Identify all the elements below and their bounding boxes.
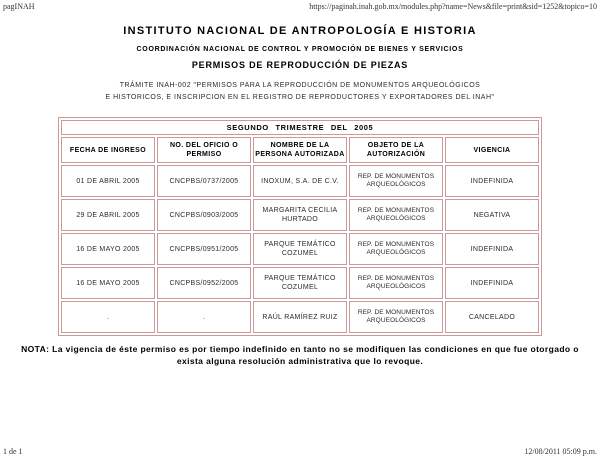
cell-fecha: 01 DE ABRIL 2005 xyxy=(61,165,155,197)
cell-objeto: REP. DE MONUMENTOS ARQUEOLÓGICOS xyxy=(349,199,443,231)
cell-vigencia: INDEFINIDA xyxy=(445,267,539,299)
cell-objeto: REP. DE MONUMENTOS ARQUEOLÓGICOS xyxy=(349,233,443,265)
cell-fecha: 16 DE MAYO 2005 xyxy=(61,233,155,265)
table-row xyxy=(61,199,539,231)
cell-fecha: 29 DE ABRIL 2005 xyxy=(61,199,155,231)
column-header-vigencia: VIGENCIA xyxy=(445,137,539,163)
cell-vigencia: INDEFINIDA xyxy=(445,233,539,265)
cell-oficio: CNCPBS/0903/2005 xyxy=(157,199,251,231)
column-header-row xyxy=(61,137,539,163)
tramite-line-1: TRÁMITE INAH-002 "PERMISOS PARA LA REPRODUCCIÓN DE MONUMENTOS ARQUEOLÓGICOS xyxy=(119,82,481,89)
table-row xyxy=(61,233,539,265)
cell-vigencia: CANCELADO xyxy=(445,301,539,333)
cell-fecha: . xyxy=(61,301,155,333)
print-header-url: https://paginah.inah.gob.mx/modules.php?name=News&file=print&sid=1252&topico=10 xyxy=(309,2,597,11)
cell-nombre: PARQUE TEMÁTICO COZUMEL xyxy=(253,267,347,299)
print-header-site-label: pagINAH xyxy=(3,2,35,11)
page-title: INSTITUTO NACIONAL DE ANTROPOLOGÍA E HISTORIA xyxy=(123,25,477,37)
print-footer-datetime: 12/08/2011 05:09 p.m. xyxy=(524,447,597,456)
cell-objeto: REP. DE MONUMENTOS ARQUEOLÓGICOS xyxy=(349,301,443,333)
subtitle-coordinacion: COORDINACIÓN NACIONAL DE CONTROL Y PROMOCIÓN DE BIENES Y SERVICIOS xyxy=(136,46,464,53)
cell-nombre: PARQUE TEMÁTICO COZUMEL xyxy=(253,233,347,265)
column-header-nombre: NOMBRE DE LA PERSONA AUTORIZADA xyxy=(253,137,347,163)
cell-objeto: REP. DE MONUMENTOS ARQUEOLÓGICOS xyxy=(349,165,443,197)
cell-vigencia: INDEFINIDA xyxy=(445,165,539,197)
period-header-row xyxy=(61,120,539,135)
print-footer-page-indicator: 1 de 1 xyxy=(3,447,23,456)
tramite-description xyxy=(0,80,600,104)
cell-oficio: CNCPBS/0951/2005 xyxy=(157,233,251,265)
cell-oficio: . xyxy=(157,301,251,333)
subtitle-permisos: PERMISOS DE REPRODUCCIÓN DE PIEZAS xyxy=(191,60,409,70)
cell-oficio: CNCPBS/0952/2005 xyxy=(157,267,251,299)
cell-vigencia: NEGATIVA xyxy=(445,199,539,231)
column-header-fecha: FECHA DE INGRESO xyxy=(61,137,155,163)
cell-nombre: MARGARITA CECILIA HURTADO xyxy=(253,199,347,231)
period-header: SEGUNDO TRIMESTRE DEL 2005 xyxy=(61,120,539,135)
column-header-objeto: OBJETO DE LA AUTORIZACIÓN xyxy=(349,137,443,163)
column-header-oficio: NO. DEL OFICIO O PERMISO xyxy=(157,137,251,163)
cell-objeto: REP. DE MONUMENTOS ARQUEOLÓGICOS xyxy=(349,267,443,299)
table-row xyxy=(61,301,539,333)
table-row xyxy=(61,267,539,299)
table-row xyxy=(61,165,539,197)
permits-table xyxy=(58,117,542,336)
cell-nombre: RAÚL RAMÍREZ RUIZ xyxy=(253,301,347,333)
cell-nombre: INOXUM, S.A. DE C.V. xyxy=(253,165,347,197)
cell-oficio: CNCPBS/0737/2005 xyxy=(157,165,251,197)
cell-fecha: 16 DE MAYO 2005 xyxy=(61,267,155,299)
validity-note: NOTA: La vigencia de éste permiso es por tiempo indefinido en tanto no se modifiquen las condiciones en que fue otorgado o exista alguna resolución administrativa que lo revoque. xyxy=(21,344,579,366)
tramite-line-2: E HISTORICOS, E INSCRIPCION EN EL REGISTRO DE REPRODUCTORES Y EXPORTADORES DEL INAH" xyxy=(105,94,495,101)
